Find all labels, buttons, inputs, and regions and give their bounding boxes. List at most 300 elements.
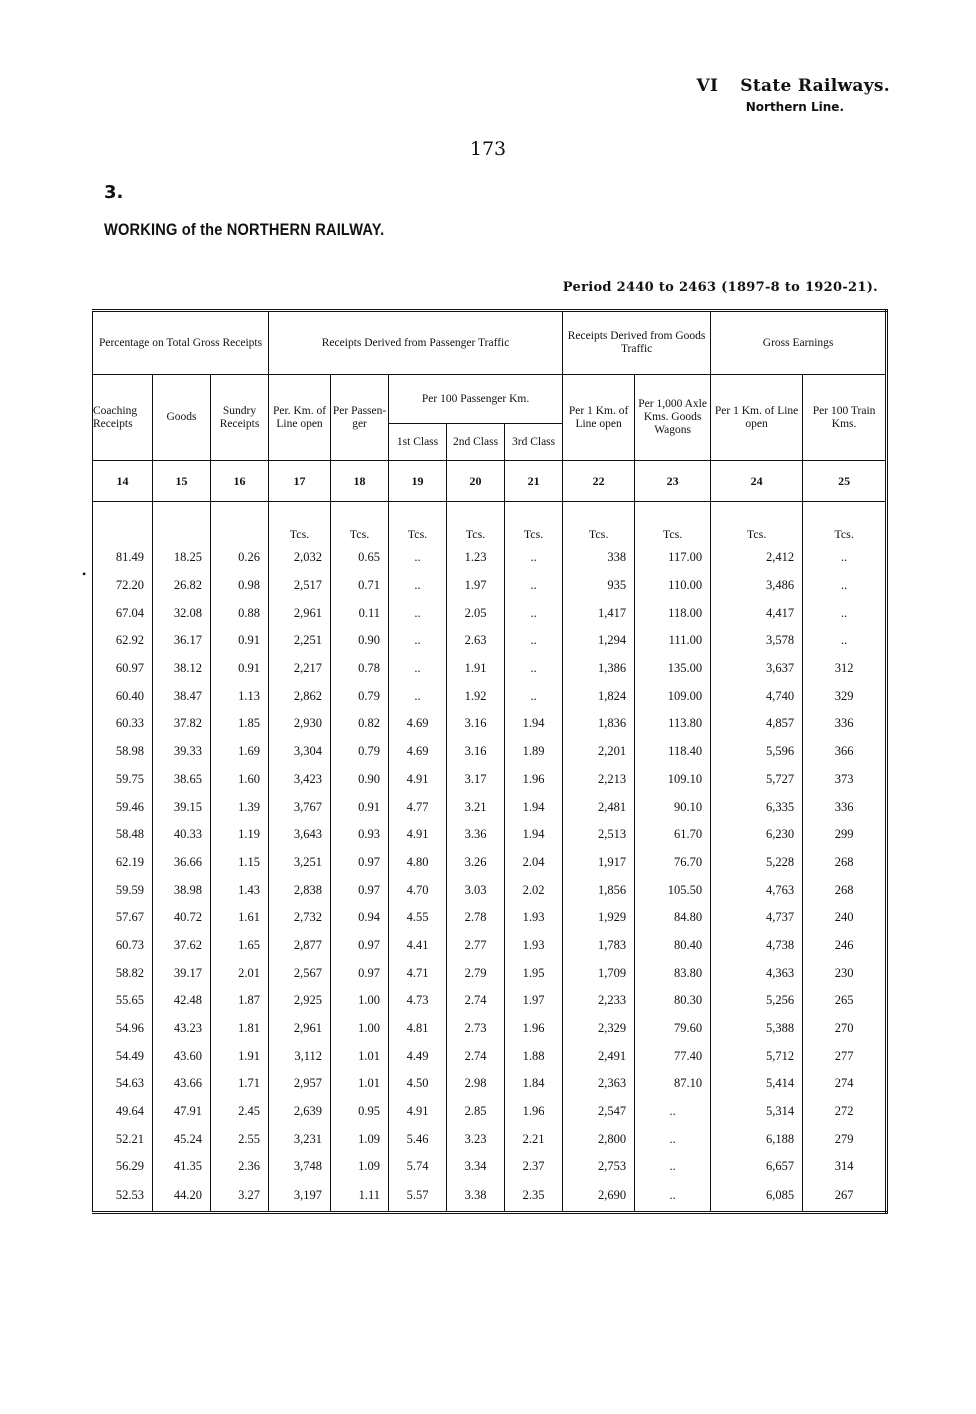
table-cell: 1,709 <box>563 959 635 987</box>
table-cell: .. <box>803 627 887 655</box>
table-cell: 1.61 <box>211 904 269 932</box>
table-cell: 26.82 <box>153 572 211 600</box>
table-cell: 1.81 <box>211 1015 269 1043</box>
column-number: 19 <box>389 461 447 502</box>
unit-cell: Tcs. <box>563 524 635 544</box>
table-cell: 4,738 <box>711 932 803 960</box>
table-cell: 135.00 <box>635 655 711 683</box>
table-cell: 2,800 <box>563 1125 635 1153</box>
table-cell: 246 <box>803 932 887 960</box>
table-cell: 0.78 <box>331 655 389 683</box>
table-cell: 2,329 <box>563 1015 635 1043</box>
table-row <box>93 710 887 738</box>
units-row <box>93 524 887 544</box>
table-cell: 55.65 <box>115 993 144 1008</box>
table-row <box>93 904 887 932</box>
table-cell: 230 <box>803 959 887 987</box>
table-cell: 0.79 <box>331 738 389 766</box>
section-number: 3. <box>104 182 124 203</box>
line-name: Northern Line. <box>745 100 844 114</box>
table-cell: 2.37 <box>505 1153 563 1181</box>
spacer-cell <box>563 502 635 525</box>
table-cell: 54.63 <box>115 1076 144 1091</box>
table-cell: 0.95 <box>331 1098 389 1126</box>
table-cell: 79.60 <box>635 1015 711 1043</box>
table-cell: 4.81 <box>389 1015 447 1043</box>
table-cell: 265 <box>803 987 887 1015</box>
table-cell: 3,197 <box>269 1181 331 1213</box>
table-row <box>93 1153 887 1181</box>
spacer-cell <box>447 502 505 525</box>
table-row <box>93 544 887 572</box>
table-cell: 1,783 <box>563 932 635 960</box>
table-cell: 5,712 <box>711 1042 803 1070</box>
table-cell: 268 <box>803 849 887 877</box>
table-cell: 3.16 <box>447 738 505 766</box>
table-cell: 268 <box>803 876 887 904</box>
table-cell: 37.62 <box>153 932 211 960</box>
table-cell: 1.15 <box>211 849 269 877</box>
table-cell: .. <box>505 655 563 683</box>
unit-cell: Tcs. <box>505 524 563 544</box>
table-cell: 4,417 <box>711 599 803 627</box>
column-number: 18 <box>331 461 389 502</box>
table-row <box>93 572 887 600</box>
column-number: 22 <box>563 461 635 502</box>
table-cell: 270 <box>803 1015 887 1043</box>
table-cell: .. <box>505 599 563 627</box>
group-percentage: Percentage on Total Gross Receipts <box>93 311 269 375</box>
table-cell: 5.74 <box>389 1153 447 1181</box>
table-row <box>93 793 887 821</box>
table-cell: 40.72 <box>153 904 211 932</box>
table-cell: 4.49 <box>389 1042 447 1070</box>
table-cell: 118.00 <box>635 599 711 627</box>
table-cell: 1.19 <box>211 821 269 849</box>
table-cell: 2.79 <box>447 959 505 987</box>
table-cell: 1,824 <box>563 682 635 710</box>
table-cell: .. <box>505 627 563 655</box>
table-cell: 2.98 <box>447 1070 505 1098</box>
table-cell: 3.23 <box>447 1125 505 1153</box>
unit-cell <box>153 524 211 544</box>
table-row <box>93 1125 887 1153</box>
table-cell: 59.46 <box>115 799 144 814</box>
table-cell: 2,838 <box>269 876 331 904</box>
unit-cell: Tcs. <box>389 524 447 544</box>
table-row <box>93 599 887 627</box>
table-cell: 4.69 <box>389 710 447 738</box>
table-cell: 0.90 <box>331 627 389 655</box>
table-row <box>93 849 887 877</box>
table-cell: 56.29 <box>115 1159 144 1174</box>
table-cell: 84.80 <box>635 904 711 932</box>
table-cell: 4,737 <box>711 904 803 932</box>
table-cell: 1.65 <box>211 932 269 960</box>
table-cell: 2.78 <box>447 904 505 932</box>
table-cell: 0.97 <box>331 932 389 960</box>
table-cell: 3,486 <box>711 572 803 600</box>
table-row <box>93 959 887 987</box>
table-cell: 0.98 <box>211 572 269 600</box>
table-cell: 299 <box>803 821 887 849</box>
table-cell: 0.97 <box>331 959 389 987</box>
table-cell: 1.01 <box>331 1042 389 1070</box>
table-cell: 3,231 <box>269 1125 331 1153</box>
column-number: 24 <box>711 461 803 502</box>
table-cell: 6,230 <box>711 821 803 849</box>
table-cell: 4.91 <box>389 1098 447 1126</box>
section-heading <box>640 76 890 96</box>
table-cell: 5.57 <box>389 1181 447 1213</box>
table-cell: 44.20 <box>153 1181 211 1213</box>
table-cell: 76.70 <box>635 849 711 877</box>
table-cell: 2.73 <box>447 1015 505 1043</box>
table-cell: 0.26 <box>211 544 269 572</box>
table-cell: 1,917 <box>563 849 635 877</box>
spacer-cell <box>331 502 389 525</box>
period-label: Period 2440 to 2463 (1897-8 to 1920-21). <box>562 280 878 295</box>
table-cell: 45.24 <box>153 1125 211 1153</box>
table-cell: 4.91 <box>389 821 447 849</box>
column-number: 21 <box>505 461 563 502</box>
table-cell: 1.60 <box>211 766 269 794</box>
table-cell: 3,251 <box>269 849 331 877</box>
table-cell: 2,491 <box>563 1042 635 1070</box>
table-cell: 4.41 <box>389 932 447 960</box>
column-number: 15 <box>153 461 211 502</box>
table-cell: 1.95 <box>505 959 563 987</box>
table-cell: 336 <box>803 793 887 821</box>
table-cell: 366 <box>803 738 887 766</box>
table-cell: 1.09 <box>331 1153 389 1181</box>
table-cell: 67.04 <box>115 605 144 620</box>
column-number: 16 <box>211 461 269 502</box>
table-cell: 40.33 <box>153 821 211 849</box>
table-cell: 2.74 <box>447 987 505 1015</box>
table-cell: 109.00 <box>635 682 711 710</box>
col-per-passenger: Per Passen- ger <box>331 375 389 461</box>
table-cell: 117.00 <box>635 544 711 572</box>
table-cell: 0.88 <box>211 599 269 627</box>
group-passenger: Receipts Derived from Passenger Traffic <box>269 311 563 375</box>
table-cell: 1.96 <box>505 1098 563 1126</box>
table-cell: 1.97 <box>447 572 505 600</box>
table-cell: 2,412 <box>711 544 803 572</box>
table-cell: 336 <box>803 710 887 738</box>
table-cell: .. <box>635 1098 711 1126</box>
table-cell: 5.46 <box>389 1125 447 1153</box>
column-number-row <box>93 461 887 502</box>
table-cell: 2.74 <box>447 1042 505 1070</box>
table-cell: 1,386 <box>563 655 635 683</box>
table-cell: 52.21 <box>115 1131 144 1146</box>
table-cell: 5,314 <box>711 1098 803 1126</box>
table-cell: 3,112 <box>269 1042 331 1070</box>
table-cell: 2.35 <box>505 1181 563 1213</box>
table-cell: 1.93 <box>505 904 563 932</box>
spacer-cell <box>93 502 153 525</box>
table-cell: 2.55 <box>211 1125 269 1153</box>
table-cell: 54.49 <box>115 1048 144 1063</box>
table-cell: 3.17 <box>447 766 505 794</box>
col-sundry: Sundry Receipts <box>211 375 269 461</box>
table-row <box>93 876 887 904</box>
table-cell: 90.10 <box>635 793 711 821</box>
column-number: 23 <box>635 461 711 502</box>
col-goods: Goods <box>153 375 211 461</box>
spacer-cell <box>505 502 563 525</box>
table-cell: 18.25 <box>153 544 211 572</box>
table-cell: .. <box>505 544 563 572</box>
table-cell: 0.91 <box>211 627 269 655</box>
table-cell: 0.90 <box>331 766 389 794</box>
table-cell: .. <box>635 1125 711 1153</box>
table-cell: 4,857 <box>711 710 803 738</box>
table-cell: 3,767 <box>269 793 331 821</box>
col-class1: 1st Class <box>389 424 447 461</box>
table-cell: .. <box>389 544 447 572</box>
table-cell: 3.26 <box>447 849 505 877</box>
table-cell: 2,753 <box>563 1153 635 1181</box>
col-goods-axle: Per 1,000 Axle Kms. Goods Wagons <box>635 375 711 461</box>
table-cell: 274 <box>803 1070 887 1098</box>
page-number: 173 <box>469 138 507 160</box>
table-cell: 58.82 <box>115 965 144 980</box>
table-cell: 54.96 <box>115 1021 144 1036</box>
table-cell: 5,596 <box>711 738 803 766</box>
table-cell: 36.66 <box>153 849 211 877</box>
table-cell: 0.91 <box>331 793 389 821</box>
table-cell: 1.89 <box>505 738 563 766</box>
table-cell: 49.64 <box>115 1104 144 1119</box>
col-goods-per-km: Per 1 Km. of Line open <box>563 375 635 461</box>
table-cell: 3,304 <box>269 738 331 766</box>
table-cell: .. <box>505 572 563 600</box>
table-cell: 3,578 <box>711 627 803 655</box>
table-cell: 87.10 <box>635 1070 711 1098</box>
table-cell: 3.27 <box>211 1181 269 1213</box>
table-cell: 2.45 <box>211 1098 269 1126</box>
table-cell: .. <box>389 572 447 600</box>
table-cell: 3.38 <box>447 1181 505 1213</box>
table-cell: 105.50 <box>635 876 711 904</box>
table-cell: 72.20 <box>115 578 144 593</box>
column-number: 25 <box>803 461 887 502</box>
table-cell: 2,481 <box>563 793 635 821</box>
table-cell: 4,363 <box>711 959 803 987</box>
table-cell: 1.00 <box>331 987 389 1015</box>
unit-cell: Tcs. <box>269 524 331 544</box>
table-cell: 58.98 <box>115 744 144 759</box>
col-per-km: Per. Km. of Line open <box>269 375 331 461</box>
table-cell: 4.80 <box>389 849 447 877</box>
col-gross-per-km: Per 1 Km. of Line open <box>711 375 803 461</box>
table-cell: 2,930 <box>269 710 331 738</box>
table-cell: 0.97 <box>331 876 389 904</box>
table-cell: 3.36 <box>447 821 505 849</box>
table-cell: 1,417 <box>563 599 635 627</box>
table-cell: 1.92 <box>447 682 505 710</box>
table-cell: 4.50 <box>389 1070 447 1098</box>
table-cell: 1.93 <box>505 932 563 960</box>
table-row <box>93 682 887 710</box>
table-cell: 314 <box>803 1153 887 1181</box>
table-cell: .. <box>389 599 447 627</box>
table-cell: 59.75 <box>115 771 144 786</box>
table-cell: 935 <box>563 572 635 600</box>
table-cell: 5,388 <box>711 1015 803 1043</box>
table-row <box>93 932 887 960</box>
table-cell: .. <box>803 599 887 627</box>
table-cell: 37.82 <box>153 710 211 738</box>
table-cell: 2,233 <box>563 987 635 1015</box>
table-cell: 2,862 <box>269 682 331 710</box>
table-cell: 1.94 <box>505 793 563 821</box>
table-cell: 61.70 <box>635 821 711 849</box>
table-cell: 5,414 <box>711 1070 803 1098</box>
table-cell: 2.63 <box>447 627 505 655</box>
table-cell: 0.97 <box>331 849 389 877</box>
table-cell: 2,213 <box>563 766 635 794</box>
table-cell: 3.03 <box>447 876 505 904</box>
unit-cell <box>93 524 153 544</box>
table-cell: 109.10 <box>635 766 711 794</box>
table-cell: 2.77 <box>447 932 505 960</box>
group-gross: Gross Earnings <box>711 311 887 375</box>
margin-dot: • <box>82 567 87 581</box>
table-row <box>93 1070 887 1098</box>
table-cell: 0.93 <box>331 821 389 849</box>
unit-cell <box>211 524 269 544</box>
table-cell: 38.98 <box>153 876 211 904</box>
table-cell: 4.70 <box>389 876 447 904</box>
table-cell: 1.43 <box>211 876 269 904</box>
table-title: WORKING of the NORTHERN RAILWAY. <box>104 220 385 239</box>
table-cell: 5,228 <box>711 849 803 877</box>
table-cell: 62.19 <box>115 854 144 869</box>
table-cell: .. <box>389 655 447 683</box>
table-cell: 4.71 <box>389 959 447 987</box>
unit-cell: Tcs. <box>635 524 711 544</box>
col-coaching: Coaching Receipts <box>93 375 153 461</box>
table-cell: .. <box>389 627 447 655</box>
table-cell: 6,188 <box>711 1125 803 1153</box>
table-cell: 118.40 <box>635 738 711 766</box>
table-cell: 2,517 <box>269 572 331 600</box>
table-cell: 39.15 <box>153 793 211 821</box>
table-row <box>93 1181 887 1213</box>
table-cell: 240 <box>803 904 887 932</box>
table-cell: 1.39 <box>211 793 269 821</box>
table-cell: 329 <box>803 682 887 710</box>
table-cell: 2.04 <box>505 849 563 877</box>
table-cell: 5,727 <box>711 766 803 794</box>
spacer-cell <box>389 502 447 525</box>
table-cell: 2.85 <box>447 1098 505 1126</box>
table-cell: 38.65 <box>153 766 211 794</box>
table-cell: 1.91 <box>447 655 505 683</box>
table-cell: 110.00 <box>635 572 711 600</box>
table-cell: 2,732 <box>269 904 331 932</box>
table-cell: 1.94 <box>505 821 563 849</box>
table-cell: 4.91 <box>389 766 447 794</box>
table-cell: 3,637 <box>711 655 803 683</box>
table-row <box>93 627 887 655</box>
table-cell: 43.23 <box>153 1015 211 1043</box>
table-cell: 373 <box>803 766 887 794</box>
table-cell: 36.17 <box>153 627 211 655</box>
table-cell: 272 <box>803 1098 887 1126</box>
table-cell: 39.33 <box>153 738 211 766</box>
table-cell: 38.47 <box>153 682 211 710</box>
table-cell: 77.40 <box>635 1042 711 1070</box>
table-cell: 1,929 <box>563 904 635 932</box>
table-row <box>93 821 887 849</box>
working-statistics-table <box>92 309 888 1214</box>
spacer-cell <box>635 502 711 525</box>
table-cell: 2,877 <box>269 932 331 960</box>
table-cell: 1,836 <box>563 710 635 738</box>
spacer-cell <box>153 502 211 525</box>
table-cell: .. <box>635 1181 711 1213</box>
table-row <box>93 987 887 1015</box>
table-row <box>93 1015 887 1043</box>
table-cell: 32.08 <box>153 599 211 627</box>
table-cell: 2,961 <box>269 599 331 627</box>
table-cell: 1.96 <box>505 766 563 794</box>
column-number: 20 <box>447 461 505 502</box>
table-cell: 267 <box>803 1181 887 1213</box>
column-number: 17 <box>269 461 331 502</box>
table-cell: 2,567 <box>269 959 331 987</box>
table-cell: 2,513 <box>563 821 635 849</box>
table-cell: 60.40 <box>115 688 144 703</box>
table-cell: 1.13 <box>211 682 269 710</box>
spacer-cell <box>269 502 331 525</box>
table-cell: 6,335 <box>711 793 803 821</box>
table-cell: 1.23 <box>447 544 505 572</box>
group-goods: Receipts Derived from Goods Traffic <box>563 311 711 375</box>
table-cell: 2.21 <box>505 1125 563 1153</box>
table-cell: 1.88 <box>505 1042 563 1070</box>
table-cell: 2.36 <box>211 1153 269 1181</box>
table-cell: 57.67 <box>115 910 144 925</box>
table-cell: 4.77 <box>389 793 447 821</box>
table-cell: 0.79 <box>331 682 389 710</box>
col-gross-train: Per 100 Train Kms. <box>803 375 887 461</box>
table-cell: 1.01 <box>331 1070 389 1098</box>
table-cell: 1.71 <box>211 1070 269 1098</box>
table-cell: 1.69 <box>211 738 269 766</box>
table-cell: 83.80 <box>635 959 711 987</box>
table-cell: 2.02 <box>505 876 563 904</box>
table-cell: 113.80 <box>635 710 711 738</box>
table-cell: 3.34 <box>447 1153 505 1181</box>
table-cell: 2,363 <box>563 1070 635 1098</box>
table-cell: 1.85 <box>211 710 269 738</box>
spacer-cell <box>711 502 803 525</box>
unit-cell: Tcs. <box>711 524 803 544</box>
table-cell: 2,925 <box>269 987 331 1015</box>
table-cell: 60.33 <box>115 716 144 731</box>
table-cell: 0.11 <box>331 599 389 627</box>
table-cell: 6,657 <box>711 1153 803 1181</box>
table-cell: 2,032 <box>269 544 331 572</box>
table-cell: .. <box>803 572 887 600</box>
table-cell: 277 <box>803 1042 887 1070</box>
table-cell: 6,085 <box>711 1181 803 1213</box>
